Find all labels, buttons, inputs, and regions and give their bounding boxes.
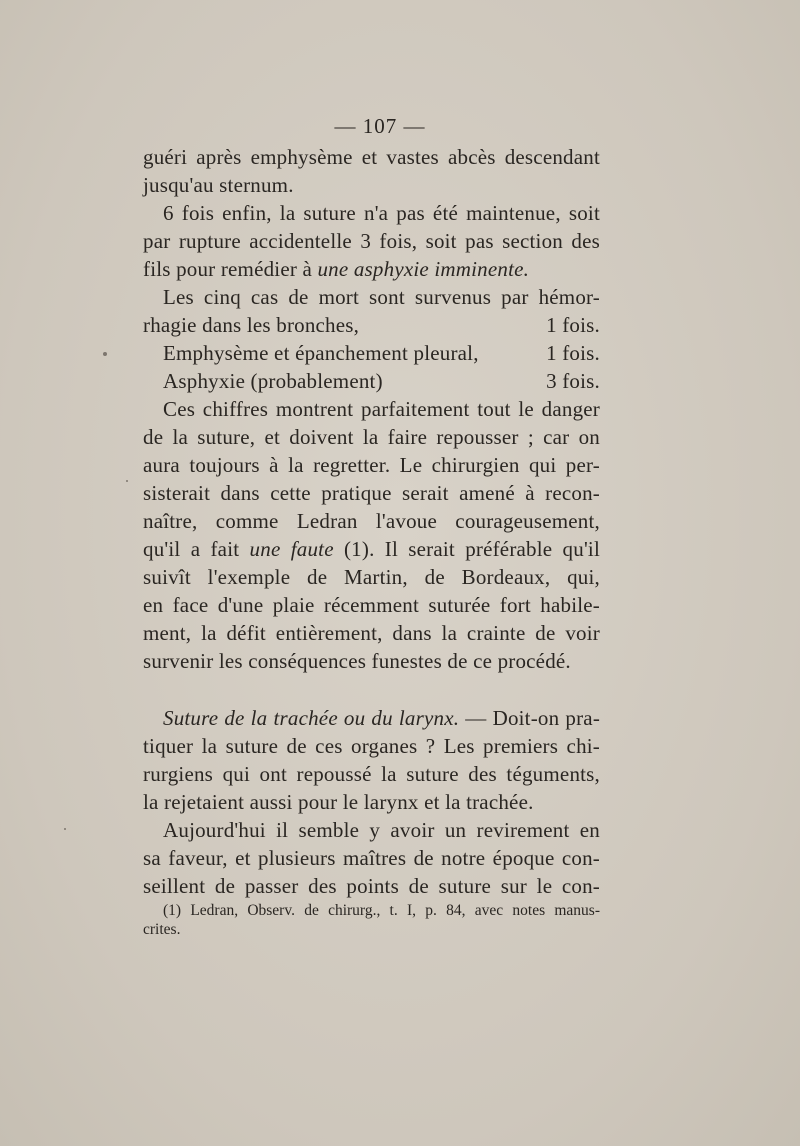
statistics-value: 3 fois. — [546, 369, 600, 393]
statistics-label: rhagie dans les bronches, — [143, 313, 360, 337]
text-span: — Doit-on pra- — [465, 706, 601, 730]
text-line: de la suture, et doivent la faire repousser ; car on — [143, 425, 600, 449]
text-span: fils pour remédier à — [143, 257, 313, 281]
statistics-label: Asphyxie (probablement) — [163, 369, 383, 393]
text-line: par rupture accidentelle 3 fois, soit pas section des — [143, 229, 600, 253]
text-line: rurgiens qui ont repoussé la suture des téguments, — [143, 762, 600, 786]
text-line: naître, comme Ledran l'avoue courageusement, — [143, 509, 600, 533]
ink-speck — [64, 828, 66, 830]
statistics-row — [143, 311, 600, 339]
text-line: Aujourd'hui il semble y avoir un revirement en — [163, 818, 600, 842]
text-line: tiquer la suture de ces organes ? Les premiers chi- — [143, 734, 600, 758]
text-line: sa faveur, et plusieurs maîtres de notre époque con- — [143, 846, 600, 870]
statistics-label: Emphysème et épanchement pleural, — [163, 341, 479, 365]
text-line: suivît l'exemple de Martin, de Bordeaux, qui, — [143, 565, 600, 589]
footnote-line: crites. — [143, 921, 181, 938]
text-line: jusqu'au sternum. — [143, 173, 294, 197]
statistics-row — [143, 367, 600, 395]
text-line: ment, la défit entièrement, dans la crainte de voir — [143, 621, 600, 645]
page-number: — 107 — — [334, 114, 426, 138]
ink-speck — [103, 352, 107, 356]
text-line: Les cinq cas de mort sont survenus par hémor- — [163, 285, 600, 309]
text-span: qu'il a fait — [143, 537, 240, 561]
text-span: (1). Il serait préférable qu'il — [343, 537, 600, 561]
section-title: Suture de la trachée ou du larynx. — [163, 706, 460, 730]
text-line — [143, 535, 600, 563]
section-heading-line — [143, 704, 600, 732]
text-line: la rejetaient aussi pour le larynx et la trachée. — [143, 790, 534, 814]
text-line: sisterait dans cette pratique serait amené à recon- — [143, 481, 600, 505]
ink-speck — [126, 480, 128, 482]
text-line: survenir les conséquences funestes de ce procédé. — [143, 649, 571, 673]
text-line: Ces chiffres montrent parfaitement tout le danger — [163, 397, 600, 421]
text-line: aura toujours à la regretter. Le chirurgien qui per- — [143, 453, 600, 477]
text-line: guéri après emphysème et vastes abcès descendant — [143, 145, 600, 169]
italic-text: une asphyxie imminente. — [317, 257, 530, 281]
statistics-row — [143, 339, 600, 367]
text-line: seillent de passer des points de suture sur le con- — [143, 874, 600, 898]
statistics-value: 1 fois. — [546, 313, 600, 337]
text-line: en face d'une plaie récemment suturée fort habile- — [143, 593, 600, 617]
footnote-line: (1) Ledran, Observ. de chirurg., t. I, p. 84, avec notes manus- — [163, 902, 600, 919]
text-line — [143, 255, 529, 283]
text-line: 6 fois enfin, la suture n'a pas été maintenue, soit — [163, 201, 600, 225]
italic-text: une faute — [249, 537, 334, 561]
statistics-value: 1 fois. — [546, 341, 600, 365]
